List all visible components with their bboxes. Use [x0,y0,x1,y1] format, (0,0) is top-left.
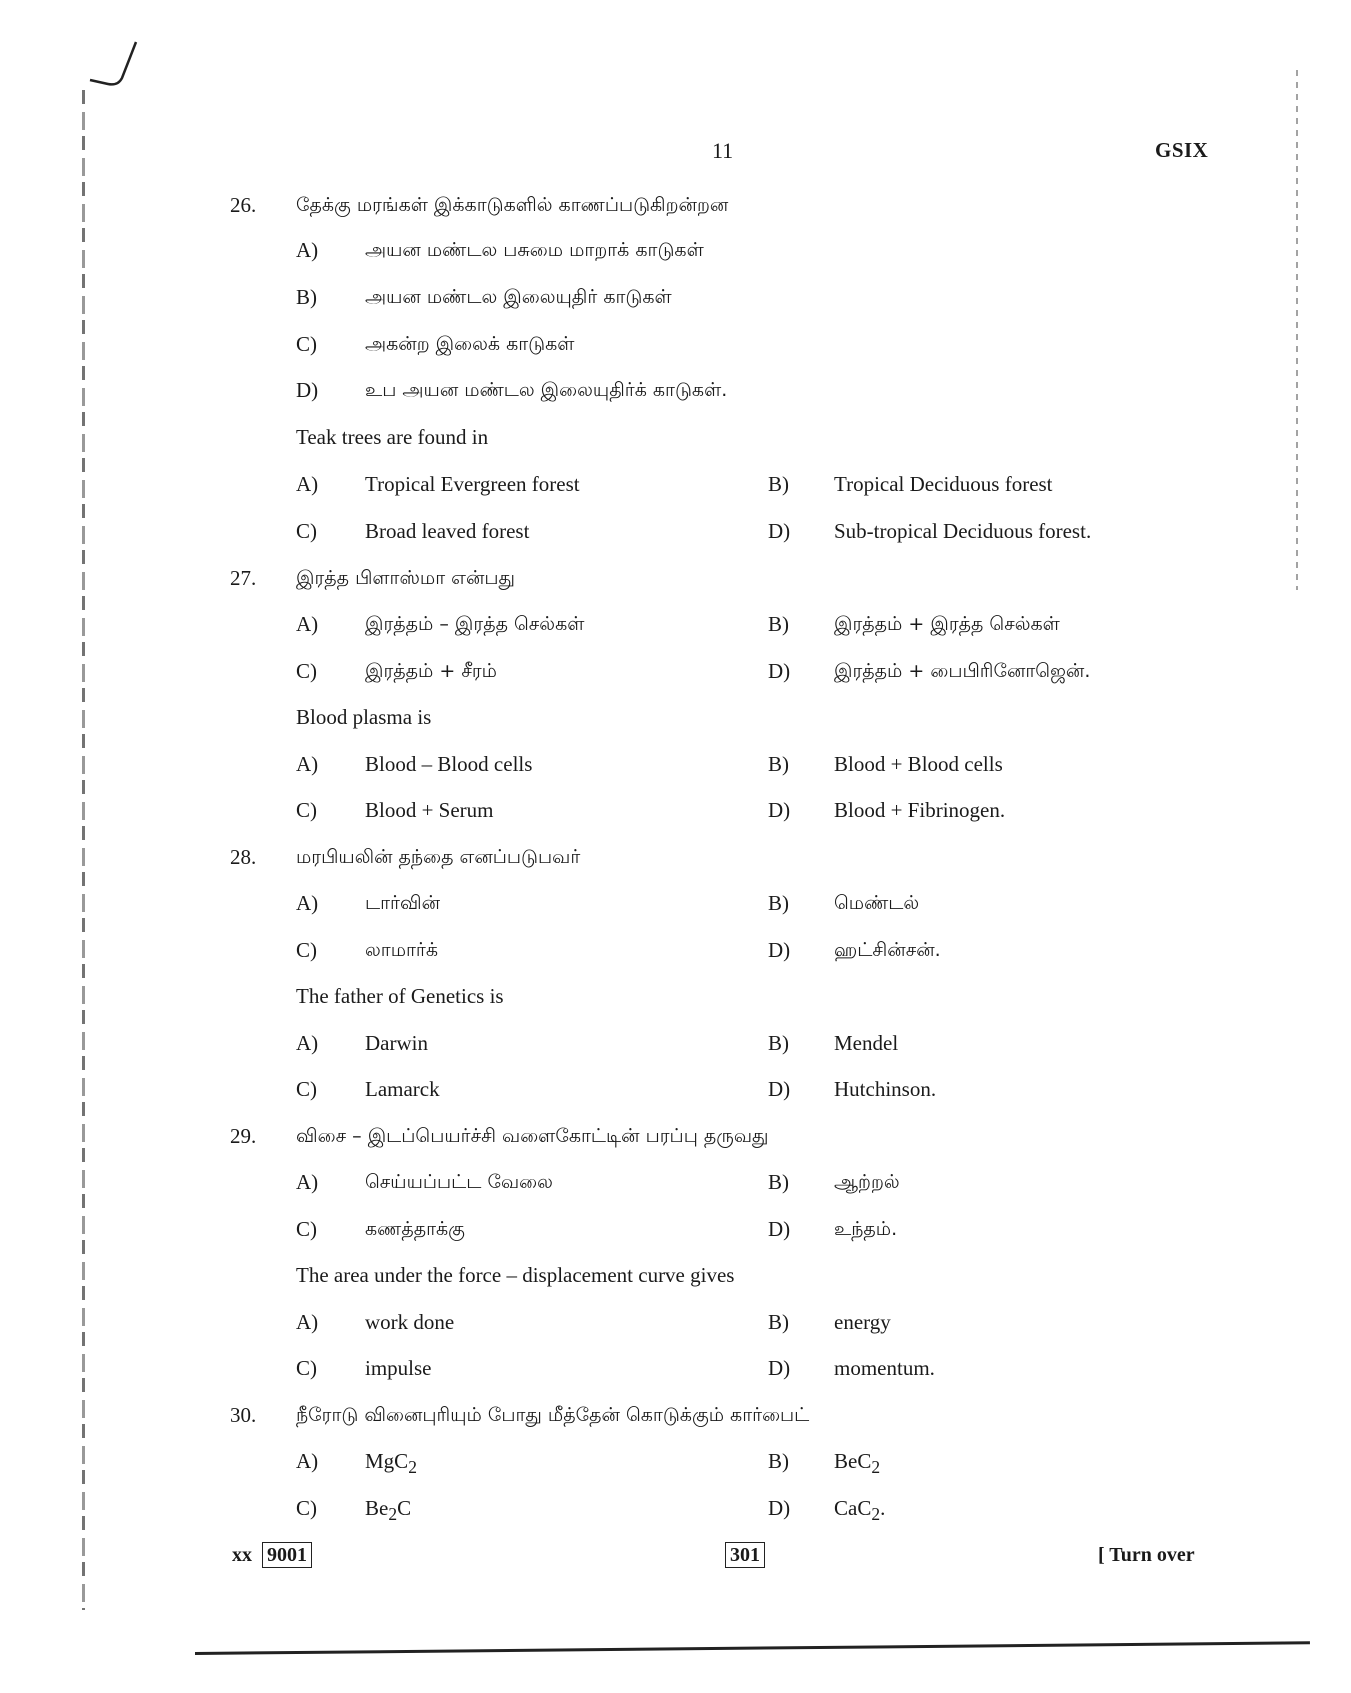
series-prefix: xx [232,1544,252,1566]
option-letter: B) [768,1310,789,1334]
question-27-english [0,697,1351,737]
option-text: ஹட்சின்சன். [834,939,941,961]
option-row [0,511,1351,551]
question-27-tamil [0,558,1351,598]
formula-option: BeC$_2$ [834,1449,881,1478]
option-text: ஆற்றல் [834,1171,900,1193]
option-text: மெண்டல் [834,892,920,914]
page-code-box: 301 [725,1542,765,1568]
option-row [0,1441,1351,1481]
option-letter: A) [296,891,319,915]
option-text: Blood – Blood cells [365,752,533,776]
option-letter: A) [296,1310,319,1334]
option-text: செய்யப்பட்ட வேலை [365,1171,553,1193]
question-number: 26. [230,193,257,217]
question-text-english: The father of Genetics is [296,984,504,1008]
option-letter: B) [768,1031,789,1055]
option-letter: C) [296,938,317,962]
question-number: 27. [230,566,257,590]
option-text: டார்வின் [365,892,441,914]
page-header [0,138,1351,168]
option-letter: A) [296,238,319,262]
formula-option: $Be_2C$ [365,1496,412,1525]
question-text-tamil: மரபியலின் தந்தை எனப்படுபவர் [296,846,581,868]
option-letter: B) [768,891,789,915]
option-text: Sub-tropical Deciduous forest. [834,519,1092,543]
option-letter: C) [296,1217,317,1241]
option-letter: C) [296,1496,317,1520]
option-row [0,651,1351,691]
option-text: Blood + Fibrinogen. [834,798,1006,822]
option-letter: B) [296,285,317,309]
question-29-english [0,1255,1351,1295]
option-text: impulse [365,1356,432,1380]
option-letter: A) [296,472,319,496]
option-row [0,883,1351,923]
turn-over-label: [ Turn over [1098,1544,1195,1566]
option-letter: C) [296,332,317,356]
option-text: Darwin [365,1031,428,1055]
option-text: Mendel [834,1031,899,1055]
option-letter: B) [768,472,789,496]
option-letter: B) [768,612,789,636]
question-text-english: The area under the force – displacement curve gives [296,1263,735,1287]
option-letter: D) [768,1077,791,1101]
option-row [0,230,1351,270]
option-text: இரத்தம் – இரத்த செல்கள் [365,613,585,635]
option-text: லாமார்க் [365,939,438,961]
option-letter: A) [296,1031,319,1055]
option-letter: C) [296,798,317,822]
question-text-english: Blood plasma is [296,705,432,729]
option-letter: D) [296,378,319,402]
option-text: கணத்தாக்கு [365,1218,465,1240]
option-letter: D) [768,1217,791,1241]
option-row [0,1302,1351,1342]
question-30-tamil [0,1395,1351,1435]
option-letter: B) [768,752,789,776]
option-letter: A) [296,1449,319,1473]
question-text-tamil: இரத்த பிளாஸ்மா என்பது [296,567,516,589]
option-row [0,744,1351,784]
option-letter: D) [768,1496,791,1520]
question-text-tamil: விசை – இடப்பெயர்ச்சி வளைகோட்டின் பரப்பு தருவது [296,1125,769,1147]
option-text: Broad leaved forest [365,519,530,543]
question-number: 29. [230,1124,257,1148]
option-text: Tropical Evergreen forest [365,472,580,496]
question-29-tamil [0,1116,1351,1156]
booklet-code-box: 9001 [262,1542,312,1568]
question-26-tamil [0,185,1351,225]
option-letter: C) [296,519,317,543]
option-text: அகன்ற இலைக் காடுகள் [365,333,575,355]
option-letter: D) [768,1356,791,1380]
option-text: momentum. [834,1356,935,1380]
option-text: இரத்தம் + பைபிரினோஜென். [834,660,1091,682]
option-letter: C) [296,1077,317,1101]
option-text: Hutchinson. [834,1077,937,1101]
option-row [0,1023,1351,1063]
option-letter: B) [768,1170,789,1194]
option-text: Tropical Deciduous forest [834,472,1053,496]
option-text: உந்தம். [834,1218,898,1240]
option-letter: A) [296,1170,319,1194]
option-letter: D) [768,519,791,543]
option-row [0,464,1351,504]
option-text: உப அயன மண்டல இலையுதிர்க் காடுகள். [365,379,728,401]
option-row [0,1069,1351,1109]
option-letter: B) [768,1449,789,1473]
option-row [0,370,1351,410]
option-letter: C) [296,1356,317,1380]
option-row [0,1162,1351,1202]
option-row [0,1209,1351,1249]
option-text: Lamarck [365,1077,440,1101]
option-text: Blood + Serum [365,798,494,822]
option-text: இரத்தம் + சீரம் [365,660,497,682]
handwritten-tick-mark [88,40,148,95]
page-number: 11 [712,138,734,163]
question-number: 28. [230,845,257,869]
option-row [0,1488,1351,1528]
option-row [0,324,1351,364]
option-row [0,930,1351,970]
option-letter: D) [768,659,791,683]
option-text: Blood + Blood cells [834,752,1003,776]
option-row [0,604,1351,644]
question-text-tamil: நீரோடு வினைபுரியும் போது மீத்தேன் கொடுக்கும் கார்பைட் [296,1404,810,1426]
option-text: இரத்தம் + இரத்த செல்கள் [834,613,1060,635]
option-letter: A) [296,752,319,776]
question-26-english [0,417,1351,457]
question-28-tamil [0,837,1351,877]
formula-option: MgC$_2$ [365,1449,417,1478]
option-text: அயன மண்டல பசுமை மாறாக் காடுகள் [365,239,704,261]
option-row [0,790,1351,830]
option-row [0,277,1351,317]
option-text: அயன மண்டல இலையுதிர் காடுகள் [365,286,672,308]
page-footer [0,1540,1351,1572]
question-text-tamil: தேக்கு மரங்கள் இக்காடுகளில் காணப்படுகிறன்றன [296,194,729,216]
option-text: work done [365,1310,455,1334]
option-text: energy [834,1310,891,1334]
option-letter: D) [768,798,791,822]
option-letter: D) [768,938,791,962]
question-text-english: Teak trees are found in [296,425,489,449]
option-letter: C) [296,659,317,683]
paper-code: GSIX [1155,138,1209,162]
question-number: 30. [230,1403,257,1427]
option-row [0,1348,1351,1388]
bottom-rule-line [195,1641,1310,1655]
formula-option: CaC$_2$. [834,1496,886,1525]
question-28-english [0,976,1351,1016]
option-letter: A) [296,612,319,636]
